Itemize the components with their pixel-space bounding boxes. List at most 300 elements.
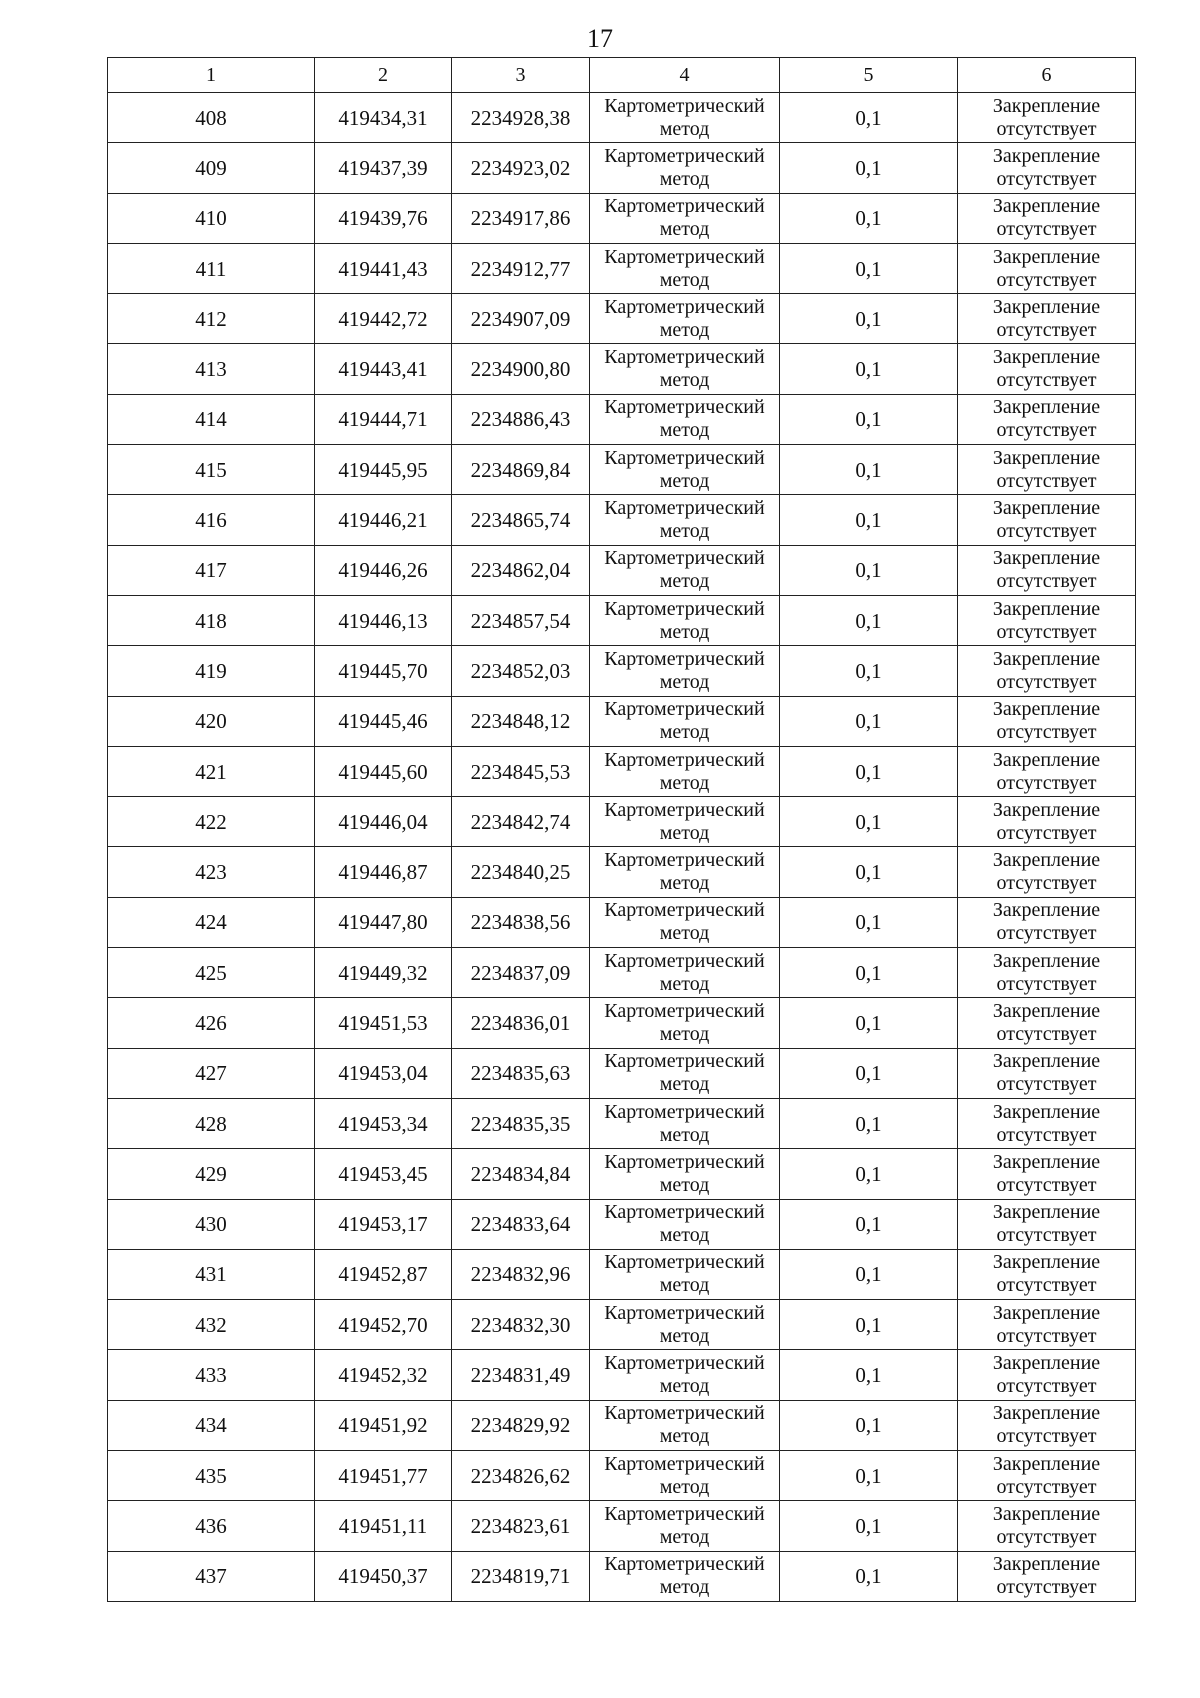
table-row — [108, 495, 1136, 545]
fixing-description-cell-line-1: Закрепление — [992, 899, 1101, 922]
point-number-cell: 426 — [108, 998, 315, 1048]
fixing-description-cell — [958, 797, 1136, 847]
method-cell — [590, 948, 780, 998]
fixing-description-cell-line-2: отсутствует — [996, 1425, 1097, 1448]
fixing-description-cell-line-1: Закрепление — [992, 849, 1101, 872]
point-number-cell: 418 — [108, 595, 315, 645]
accuracy-cell: 0,1 — [780, 93, 958, 143]
fixing-description-cell-line-1: Закрепление — [992, 94, 1101, 117]
method-cell-line-2: метод — [659, 520, 710, 543]
fixing-description-cell-line-1: Закрепление — [992, 949, 1101, 972]
point-number-cell: 414 — [108, 394, 315, 444]
fixing-description-cell-line-1: Закрепление — [992, 547, 1101, 570]
fixing-description-cell-line-2: отсутствует — [996, 1123, 1097, 1146]
x-coordinate-cell: 419451,77 — [315, 1451, 452, 1501]
method-cell — [590, 545, 780, 595]
fixing-description-cell — [958, 1501, 1136, 1551]
fixing-description-cell-line-1: Закрепление — [992, 1553, 1101, 1576]
x-coordinate-cell: 419446,21 — [315, 495, 452, 545]
point-number-cell: 427 — [108, 1048, 315, 1098]
method-cell — [590, 495, 780, 545]
method-cell-line-2: метод — [659, 1525, 710, 1548]
method-cell-line-1: Картометрический — [604, 1050, 765, 1073]
x-coordinate-cell: 419453,45 — [315, 1149, 452, 1199]
fixing-description-cell — [958, 998, 1136, 1048]
accuracy-cell: 0,1 — [780, 445, 958, 495]
point-number-cell: 422 — [108, 797, 315, 847]
table-row — [108, 1400, 1136, 1450]
point-number-cell: 411 — [108, 243, 315, 293]
fixing-description-cell-line-2: отсутствует — [996, 821, 1097, 844]
table-row — [108, 1300, 1136, 1350]
fixing-description-cell-line-2: отсутствует — [996, 721, 1097, 744]
accuracy-cell: 0,1 — [780, 998, 958, 1048]
method-cell — [590, 696, 780, 746]
fixing-description-cell-line-1: Закрепление — [992, 698, 1101, 721]
fixing-description-cell-line-2: отсутствует — [996, 1525, 1097, 1548]
y-coordinate-cell: 2234912,77 — [452, 243, 590, 293]
method-cell-line-2: метод — [659, 1173, 710, 1196]
y-coordinate-cell: 2234886,43 — [452, 394, 590, 444]
accuracy-cell: 0,1 — [780, 847, 958, 897]
table-body — [108, 58, 1136, 1602]
method-cell-line-2: метод — [659, 721, 710, 744]
fixing-description-cell-line-2: отсутствует — [996, 117, 1097, 140]
point-number-cell: 409 — [108, 143, 315, 193]
method-cell-line-1: Картометрический — [604, 1402, 765, 1425]
fixing-description-cell-line-1: Закрепление — [992, 798, 1101, 821]
x-coordinate-cell: 419450,37 — [315, 1551, 452, 1601]
accuracy-cell: 0,1 — [780, 1149, 958, 1199]
method-cell — [590, 1551, 780, 1601]
table-row — [108, 1451, 1136, 1501]
fixing-description-cell-line-2: отсутствует — [996, 1073, 1097, 1096]
fixing-description-cell-line-2: отсутствует — [996, 1475, 1097, 1498]
point-number-cell: 431 — [108, 1249, 315, 1299]
fixing-description-cell-line-2: отсутствует — [996, 872, 1097, 895]
table-row — [108, 847, 1136, 897]
method-cell-line-1: Картометрический — [604, 698, 765, 721]
point-number-cell: 423 — [108, 847, 315, 897]
table-row — [108, 1098, 1136, 1148]
fixing-description-cell-line-1: Закрепление — [992, 144, 1101, 167]
x-coordinate-cell: 419442,72 — [315, 294, 452, 344]
coordinates-table — [107, 57, 1136, 1602]
method-cell-line-2: метод — [659, 1073, 710, 1096]
y-coordinate-cell: 2234840,25 — [452, 847, 590, 897]
method-cell-line-2: метод — [659, 469, 710, 492]
accuracy-cell: 0,1 — [780, 1501, 958, 1551]
point-number-cell: 424 — [108, 897, 315, 947]
method-cell-line-1: Картометрический — [604, 1251, 765, 1274]
y-coordinate-cell: 2234857,54 — [452, 595, 590, 645]
fixing-description-cell-line-1: Закрепление — [992, 346, 1101, 369]
point-number-cell: 435 — [108, 1451, 315, 1501]
x-coordinate-cell: 419453,04 — [315, 1048, 452, 1098]
x-coordinate-cell: 419453,34 — [315, 1098, 452, 1148]
method-cell-line-1: Картометрический — [604, 497, 765, 520]
y-coordinate-cell: 2234869,84 — [452, 445, 590, 495]
fixing-description-cell-line-1: Закрепление — [992, 497, 1101, 520]
method-cell — [590, 294, 780, 344]
table-row — [108, 1199, 1136, 1249]
table-row — [108, 143, 1136, 193]
method-cell — [590, 1249, 780, 1299]
accuracy-cell: 0,1 — [780, 394, 958, 444]
column-header: 2 — [315, 58, 452, 93]
point-number-cell: 430 — [108, 1199, 315, 1249]
table-row — [108, 193, 1136, 243]
method-cell — [590, 847, 780, 897]
method-cell-line-1: Картометрический — [604, 748, 765, 771]
method-cell-line-2: метод — [659, 620, 710, 643]
method-cell — [590, 1300, 780, 1350]
fixing-description-cell-line-1: Закрепление — [992, 999, 1101, 1022]
x-coordinate-cell: 419443,41 — [315, 344, 452, 394]
accuracy-cell: 0,1 — [780, 1451, 958, 1501]
method-cell — [590, 1149, 780, 1199]
method-cell-line-1: Картометрический — [604, 1100, 765, 1123]
y-coordinate-cell: 2234845,53 — [452, 746, 590, 796]
table-row — [108, 1551, 1136, 1601]
method-cell-line-1: Картометрический — [604, 1502, 765, 1525]
method-cell-line-1: Картометрический — [604, 1150, 765, 1173]
x-coordinate-cell: 419452,70 — [315, 1300, 452, 1350]
fixing-description-cell-line-2: отсутствует — [996, 218, 1097, 241]
fixing-description-cell-line-1: Закрепление — [992, 1502, 1101, 1525]
y-coordinate-cell: 2234917,86 — [452, 193, 590, 243]
fixing-description-cell — [958, 495, 1136, 545]
method-cell-line-2: метод — [659, 1425, 710, 1448]
x-coordinate-cell: 419445,70 — [315, 646, 452, 696]
table-row — [108, 948, 1136, 998]
point-number-cell: 419 — [108, 646, 315, 696]
method-cell-line-1: Картометрический — [604, 94, 765, 117]
column-header: 3 — [452, 58, 590, 93]
method-cell-line-1: Картометрический — [604, 899, 765, 922]
method-cell-line-1: Картометрический — [604, 1201, 765, 1224]
y-coordinate-cell: 2234835,63 — [452, 1048, 590, 1098]
column-header: 5 — [780, 58, 958, 93]
fixing-description-cell — [958, 445, 1136, 495]
table-row — [108, 394, 1136, 444]
x-coordinate-cell: 419451,11 — [315, 1501, 452, 1551]
point-number-cell: 433 — [108, 1350, 315, 1400]
point-number-cell: 413 — [108, 344, 315, 394]
method-cell-line-2: метод — [659, 670, 710, 693]
fixing-description-cell-line-2: отсутствует — [996, 1173, 1097, 1196]
accuracy-cell: 0,1 — [780, 545, 958, 595]
accuracy-cell: 0,1 — [780, 344, 958, 394]
x-coordinate-cell: 419444,71 — [315, 394, 452, 444]
method-cell-line-1: Картометрический — [604, 396, 765, 419]
accuracy-cell: 0,1 — [780, 948, 958, 998]
fixing-description-cell-line-1: Закрепление — [992, 1050, 1101, 1073]
y-coordinate-cell: 2234900,80 — [452, 344, 590, 394]
point-number-cell: 432 — [108, 1300, 315, 1350]
method-cell-line-2: метод — [659, 268, 710, 291]
method-cell-line-1: Картометрический — [604, 849, 765, 872]
x-coordinate-cell: 419437,39 — [315, 143, 452, 193]
method-cell — [590, 1098, 780, 1148]
accuracy-cell: 0,1 — [780, 746, 958, 796]
method-cell-line-2: метод — [659, 1324, 710, 1347]
table-row — [108, 1249, 1136, 1299]
point-number-cell: 420 — [108, 696, 315, 746]
point-number-cell: 416 — [108, 495, 315, 545]
table-row — [108, 797, 1136, 847]
method-cell-line-2: метод — [659, 1375, 710, 1398]
fixing-description-cell-line-1: Закрепление — [992, 1452, 1101, 1475]
method-cell-line-2: метод — [659, 1274, 710, 1297]
y-coordinate-cell: 2234832,96 — [452, 1249, 590, 1299]
x-coordinate-cell: 419446,13 — [315, 595, 452, 645]
accuracy-cell: 0,1 — [780, 1350, 958, 1400]
fixing-description-cell-line-2: отсутствует — [996, 419, 1097, 442]
fixing-description-cell-line-1: Закрепление — [992, 295, 1101, 318]
x-coordinate-cell: 419452,32 — [315, 1350, 452, 1400]
x-coordinate-cell: 419441,43 — [315, 243, 452, 293]
method-cell-line-2: метод — [659, 821, 710, 844]
method-cell-line-2: метод — [659, 972, 710, 995]
fixing-description-cell — [958, 243, 1136, 293]
x-coordinate-cell: 419445,60 — [315, 746, 452, 796]
y-coordinate-cell: 2234923,02 — [452, 143, 590, 193]
method-cell — [590, 1400, 780, 1450]
method-cell — [590, 344, 780, 394]
fixing-description-cell — [958, 1149, 1136, 1199]
y-coordinate-cell: 2234838,56 — [452, 897, 590, 947]
method-cell — [590, 998, 780, 1048]
y-coordinate-cell: 2234928,38 — [452, 93, 590, 143]
method-cell-line-1: Картометрический — [604, 1452, 765, 1475]
method-cell-line-2: метод — [659, 872, 710, 895]
method-cell — [590, 1451, 780, 1501]
fixing-description-cell — [958, 93, 1136, 143]
fixing-description-cell — [958, 1451, 1136, 1501]
accuracy-cell: 0,1 — [780, 193, 958, 243]
y-coordinate-cell: 2234823,61 — [452, 1501, 590, 1551]
fixing-description-cell — [958, 696, 1136, 746]
y-coordinate-cell: 2234829,92 — [452, 1400, 590, 1450]
method-cell-line-1: Картометрический — [604, 1301, 765, 1324]
fixing-description-cell — [958, 1300, 1136, 1350]
fixing-description-cell — [958, 545, 1136, 595]
method-cell-line-2: метод — [659, 369, 710, 392]
fixing-description-cell-line-2: отсутствует — [996, 771, 1097, 794]
y-coordinate-cell: 2234836,01 — [452, 998, 590, 1048]
fixing-description-cell — [958, 143, 1136, 193]
method-cell — [590, 93, 780, 143]
fixing-description-cell — [958, 595, 1136, 645]
fixing-description-cell-line-1: Закрепление — [992, 1100, 1101, 1123]
y-coordinate-cell: 2234837,09 — [452, 948, 590, 998]
method-cell — [590, 897, 780, 947]
point-number-cell: 421 — [108, 746, 315, 796]
table-row — [108, 93, 1136, 143]
fixing-description-cell-line-1: Закрепление — [992, 1402, 1101, 1425]
table-row — [108, 746, 1136, 796]
fixing-description-cell-line-2: отсутствует — [996, 520, 1097, 543]
fixing-description-cell — [958, 1098, 1136, 1148]
method-cell — [590, 797, 780, 847]
point-number-cell: 425 — [108, 948, 315, 998]
fixing-description-cell — [958, 746, 1136, 796]
fixing-description-cell-line-1: Закрепление — [992, 396, 1101, 419]
fixing-description-cell-line-1: Закрепление — [992, 1150, 1101, 1173]
accuracy-cell: 0,1 — [780, 696, 958, 746]
fixing-description-cell — [958, 646, 1136, 696]
accuracy-cell: 0,1 — [780, 243, 958, 293]
fixing-description-cell-line-1: Закрепление — [992, 1251, 1101, 1274]
accuracy-cell: 0,1 — [780, 646, 958, 696]
accuracy-cell: 0,1 — [780, 1300, 958, 1350]
fixing-description-cell-line-1: Закрепление — [992, 1301, 1101, 1324]
fixing-description-cell-line-2: отсутствует — [996, 670, 1097, 693]
table-row — [108, 897, 1136, 947]
method-cell-line-1: Картометрический — [604, 999, 765, 1022]
x-coordinate-cell: 419453,17 — [315, 1199, 452, 1249]
table-row — [108, 545, 1136, 595]
fixing-description-cell — [958, 847, 1136, 897]
y-coordinate-cell: 2234848,12 — [452, 696, 590, 746]
method-cell — [590, 746, 780, 796]
method-cell-line-1: Картометрический — [604, 195, 765, 218]
x-coordinate-cell: 419439,76 — [315, 193, 452, 243]
method-cell-line-1: Картометрический — [604, 547, 765, 570]
fixing-description-cell-line-2: отсутствует — [996, 469, 1097, 492]
fixing-description-cell — [958, 897, 1136, 947]
point-number-cell: 429 — [108, 1149, 315, 1199]
method-cell — [590, 143, 780, 193]
accuracy-cell: 0,1 — [780, 1400, 958, 1450]
fixing-description-cell-line-2: отсутствует — [996, 318, 1097, 341]
fixing-description-cell-line-1: Закрепление — [992, 748, 1101, 771]
method-cell-line-1: Картометрический — [604, 446, 765, 469]
method-cell — [590, 1501, 780, 1551]
column-header: 4 — [590, 58, 780, 93]
y-coordinate-cell: 2234831,49 — [452, 1350, 590, 1400]
method-cell-line-2: метод — [659, 570, 710, 593]
y-coordinate-cell: 2234819,71 — [452, 1551, 590, 1601]
fixing-description-cell — [958, 394, 1136, 444]
fixing-description-cell — [958, 1400, 1136, 1450]
y-coordinate-cell: 2234834,84 — [452, 1149, 590, 1199]
accuracy-cell: 0,1 — [780, 495, 958, 545]
y-coordinate-cell: 2234852,03 — [452, 646, 590, 696]
method-cell-line-1: Картометрический — [604, 144, 765, 167]
fixing-description-cell-line-2: отсутствует — [996, 570, 1097, 593]
point-number-cell: 412 — [108, 294, 315, 344]
point-number-cell: 408 — [108, 93, 315, 143]
method-cell-line-1: Картометрический — [604, 295, 765, 318]
x-coordinate-cell: 419446,87 — [315, 847, 452, 897]
point-number-cell: 437 — [108, 1551, 315, 1601]
fixing-description-cell — [958, 294, 1136, 344]
y-coordinate-cell: 2234862,04 — [452, 545, 590, 595]
fixing-description-cell-line-2: отсутствует — [996, 167, 1097, 190]
fixing-description-cell — [958, 1350, 1136, 1400]
fixing-description-cell — [958, 1199, 1136, 1249]
fixing-description-cell-line-1: Закрепление — [992, 597, 1101, 620]
method-cell-line-2: метод — [659, 1224, 710, 1247]
x-coordinate-cell: 419446,26 — [315, 545, 452, 595]
y-coordinate-cell: 2234832,30 — [452, 1300, 590, 1350]
fixing-description-cell — [958, 948, 1136, 998]
method-cell — [590, 445, 780, 495]
table-row — [108, 1350, 1136, 1400]
accuracy-cell: 0,1 — [780, 1048, 958, 1098]
fixing-description-cell-line-2: отсутствует — [996, 922, 1097, 945]
fixing-description-cell-line-2: отсутствует — [996, 1022, 1097, 1045]
column-header: 1 — [108, 58, 315, 93]
x-coordinate-cell: 419445,46 — [315, 696, 452, 746]
fixing-description-cell-line-2: отсутствует — [996, 1576, 1097, 1599]
y-coordinate-cell: 2234833,64 — [452, 1199, 590, 1249]
method-cell-line-1: Картометрический — [604, 245, 765, 268]
method-cell-line-2: метод — [659, 167, 710, 190]
method-cell — [590, 1048, 780, 1098]
method-cell-line-2: метод — [659, 318, 710, 341]
y-coordinate-cell: 2234907,09 — [452, 294, 590, 344]
method-cell-line-1: Картометрический — [604, 949, 765, 972]
x-coordinate-cell: 419445,95 — [315, 445, 452, 495]
fixing-description-cell-line-2: отсутствует — [996, 268, 1097, 291]
method-cell-line-2: метод — [659, 771, 710, 794]
method-cell-line-2: метод — [659, 1123, 710, 1146]
table-row — [108, 595, 1136, 645]
accuracy-cell: 0,1 — [780, 1098, 958, 1148]
fixing-description-cell — [958, 1551, 1136, 1601]
accuracy-cell: 0,1 — [780, 797, 958, 847]
accuracy-cell: 0,1 — [780, 294, 958, 344]
fixing-description-cell-line-2: отсутствует — [996, 972, 1097, 995]
x-coordinate-cell: 419452,87 — [315, 1249, 452, 1299]
fixing-description-cell-line-2: отсутствует — [996, 1324, 1097, 1347]
table-row — [108, 344, 1136, 394]
column-header: 6 — [958, 58, 1136, 93]
fixing-description-cell-line-1: Закрепление — [992, 245, 1101, 268]
accuracy-cell: 0,1 — [780, 143, 958, 193]
point-number-cell: 410 — [108, 193, 315, 243]
y-coordinate-cell: 2234826,62 — [452, 1451, 590, 1501]
fixing-description-cell-line-2: отсутствует — [996, 1224, 1097, 1247]
fixing-description-cell-line-1: Закрепление — [992, 1201, 1101, 1224]
table-row — [108, 1501, 1136, 1551]
accuracy-cell: 0,1 — [780, 1249, 958, 1299]
fixing-description-cell-line-2: отсутствует — [996, 1274, 1097, 1297]
fixing-description-cell — [958, 344, 1136, 394]
fixing-description-cell-line-1: Закрепление — [992, 647, 1101, 670]
point-number-cell: 417 — [108, 545, 315, 595]
point-number-cell: 434 — [108, 1400, 315, 1450]
method-cell-line-2: метод — [659, 117, 710, 140]
table-row — [108, 646, 1136, 696]
table-row — [108, 1048, 1136, 1098]
accuracy-cell: 0,1 — [780, 1551, 958, 1601]
method-cell — [590, 1350, 780, 1400]
table-row — [108, 696, 1136, 746]
y-coordinate-cell: 2234842,74 — [452, 797, 590, 847]
fixing-description-cell — [958, 1048, 1136, 1098]
table-row — [108, 243, 1136, 293]
x-coordinate-cell: 419446,04 — [315, 797, 452, 847]
accuracy-cell: 0,1 — [780, 897, 958, 947]
method-cell — [590, 193, 780, 243]
fixing-description-cell — [958, 1249, 1136, 1299]
fixing-description-cell-line-2: отсутствует — [996, 1375, 1097, 1398]
method-cell-line-2: метод — [659, 1576, 710, 1599]
